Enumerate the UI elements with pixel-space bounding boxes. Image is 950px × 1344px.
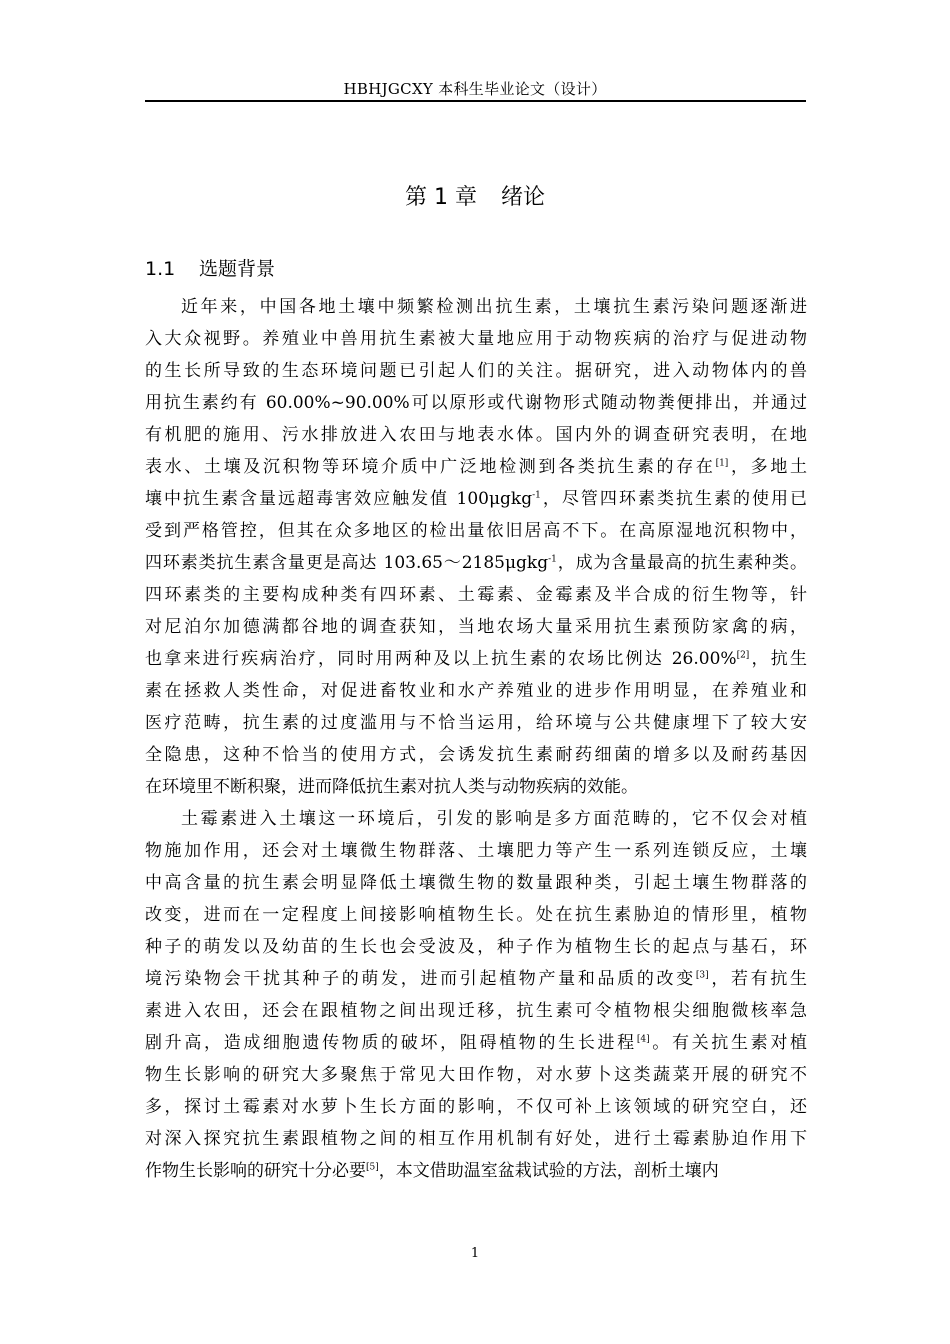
line-text: 入大众视野。养殖业中兽用抗生素被大量地应用于动物疾病的治疗与促进动物 bbox=[145, 329, 807, 349]
superscript: [1] bbox=[715, 458, 729, 469]
text-line bbox=[145, 1123, 807, 1155]
text-line bbox=[145, 451, 807, 483]
line-text: 的生长所导致的生态环境问题已引起人们的关注。据研究，进入动物体内的兽 bbox=[145, 361, 807, 381]
text-line bbox=[145, 1091, 807, 1123]
text-line bbox=[145, 483, 807, 515]
line-text: ，尽管四环素类抗生素的使用已 bbox=[540, 489, 808, 509]
text-line bbox=[145, 515, 807, 547]
paragraph bbox=[145, 803, 807, 1187]
superscript: -1 bbox=[532, 490, 541, 501]
superscript: [2] bbox=[736, 650, 750, 661]
text-line bbox=[145, 1059, 807, 1091]
text-line bbox=[145, 899, 807, 931]
text-line bbox=[145, 387, 807, 419]
line-text: 也拿来进行疾病治疗，同时用两种及以上抗生素的农场比例达 26.00% bbox=[145, 649, 737, 669]
line-text: 土霉素进入土壤这一环境后，引发的影响是多方面范畴的，它不仅会对植 bbox=[181, 809, 807, 829]
text-line bbox=[145, 771, 807, 803]
text-line bbox=[145, 547, 807, 579]
line-text: ，本文借助温室盆栽试验的方法，剖析土壤内 bbox=[378, 1161, 719, 1181]
line-text: 对深入探究抗生素跟植物之间的相互作用机制有好处，进行土霉素胁迫作用下 bbox=[145, 1129, 807, 1149]
line-text: 对尼泊尔加德满都谷地的调查获知，当地农场大量采用抗生素预防家禽的病， bbox=[145, 617, 807, 637]
superscript: [4] bbox=[636, 1034, 650, 1045]
line-text: ，多地土 bbox=[728, 457, 808, 477]
line-text: ，成为含量最高的抗生素种类。 bbox=[556, 553, 808, 573]
line-text: 受到严格管控，但其在众多地区的检出量依旧居高不下。在高原湿地沉积物中， bbox=[145, 521, 807, 541]
text-line bbox=[145, 579, 807, 611]
line-text: 中高含量的抗生素会明显降低土壤微生物的数量跟种类，引起土壤生物群落的 bbox=[145, 873, 807, 893]
text-line bbox=[145, 803, 807, 835]
page-number: 1 bbox=[470, 1246, 480, 1261]
text-line bbox=[145, 611, 807, 643]
line-text: 多，探讨土霉素对水萝卜生长方面的影响，不仅可补上该领域的研究空白，还 bbox=[145, 1097, 807, 1117]
superscript: -1 bbox=[548, 554, 557, 565]
line-text: 有机肥的施用、污水排放进入农田与地表水体。国内外的调查研究表明，在地 bbox=[145, 425, 807, 445]
line-text: 物生长影响的研究大多聚焦于常见大田作物，对水萝卜这类蔬菜开展的研究不 bbox=[145, 1065, 807, 1085]
text-line bbox=[145, 835, 807, 867]
line-text: 素进入农田，还会在跟植物之间出现迁移，抗生素可令植物根尖细胞微核率急 bbox=[145, 1001, 807, 1021]
section-title: 选题背景 bbox=[199, 258, 276, 280]
line-text: 物施加作用，还会对土壤微生物群落、土壤肥力等产生一系列连锁反应，土壤 bbox=[145, 841, 807, 861]
text-line bbox=[145, 739, 807, 771]
paragraph bbox=[145, 291, 807, 803]
chapter-number: 第 1 章 bbox=[405, 185, 477, 210]
section-number: 1.1 bbox=[145, 258, 176, 280]
text-line bbox=[145, 675, 807, 707]
line-text: 在环境里不断积聚，进而降低抗生素对抗人类与动物疾病的效能。 bbox=[145, 777, 638, 797]
text-line bbox=[145, 931, 807, 963]
text-line bbox=[145, 1155, 807, 1187]
text-line bbox=[145, 867, 807, 899]
text-line bbox=[145, 707, 807, 739]
header-rule bbox=[145, 100, 806, 102]
line-text: 四环素类的主要构成种类有四环素、土霉素、金霉素及半合成的衍生物等，针 bbox=[145, 585, 807, 605]
line-text: 作物生长影响的研究十分必要 bbox=[145, 1161, 366, 1181]
running-header: HBHJGCXY 本科生毕业论文（设计） bbox=[343, 80, 607, 98]
text-line bbox=[145, 419, 807, 451]
body-text bbox=[145, 291, 807, 1187]
chapter-title: 绪论 bbox=[500, 185, 545, 210]
text-line bbox=[145, 323, 807, 355]
superscript: [5] bbox=[366, 1162, 379, 1173]
line-text: 近年来，中国各地土壤中频繁检测出抗生素，土壤抗生素污染问题逐渐进 bbox=[181, 297, 807, 317]
line-text: 种子的萌发以及幼苗的生长也会受波及，种子作为植物生长的起点与基石，环 bbox=[145, 937, 807, 957]
line-text: ，抗生 bbox=[749, 649, 807, 669]
line-text: 表水、土壤及沉积物等环境介质中广泛地检测到各类抗生素的存在 bbox=[145, 457, 716, 477]
text-line bbox=[145, 963, 807, 995]
line-text: 全隐患，这种不恰当的使用方式，会诱发抗生素耐药细菌的增多以及耐药基因 bbox=[145, 745, 807, 765]
text-line bbox=[145, 291, 807, 323]
line-text: 境污染物会干扰其种子的萌发，进而引起植物产量和品质的改变 bbox=[145, 969, 696, 989]
line-text: 素在拯救人类性命，对促进畜牧业和水产养殖业的进步作用明显，在养殖业和 bbox=[145, 681, 807, 701]
line-text: 四环素类抗生素含量更是高达 103.65～2185μgkg bbox=[145, 553, 549, 573]
section-heading bbox=[145, 254, 275, 281]
line-text: 医疗范畴，抗生素的过度滥用与不恰当运用，给环境与公共健康埋下了较大安 bbox=[145, 713, 807, 733]
text-line bbox=[145, 643, 807, 675]
chapter-heading bbox=[145, 180, 805, 211]
line-text: ，若有抗生 bbox=[708, 969, 808, 989]
text-line bbox=[145, 1027, 807, 1059]
line-text: 剧升高，造成细胞遗传物质的破坏，阻碍植物的生长进程 bbox=[145, 1033, 637, 1053]
line-text: 壤中抗生素含量远超毒害效应触发值 100μgkg bbox=[145, 489, 533, 509]
text-line bbox=[145, 355, 807, 387]
superscript: [3] bbox=[695, 970, 709, 981]
text-line bbox=[145, 995, 807, 1027]
line-text: 。有关抗生素对植 bbox=[649, 1033, 808, 1053]
line-text: 改变，进而在一定程度上间接影响植物生长。处在抗生素胁迫的情形里，植物 bbox=[145, 905, 807, 925]
line-text: 用抗生素约有 60.00%~90.00%可以原形或代谢物形式随动物粪便排出，并通过 bbox=[145, 393, 807, 413]
